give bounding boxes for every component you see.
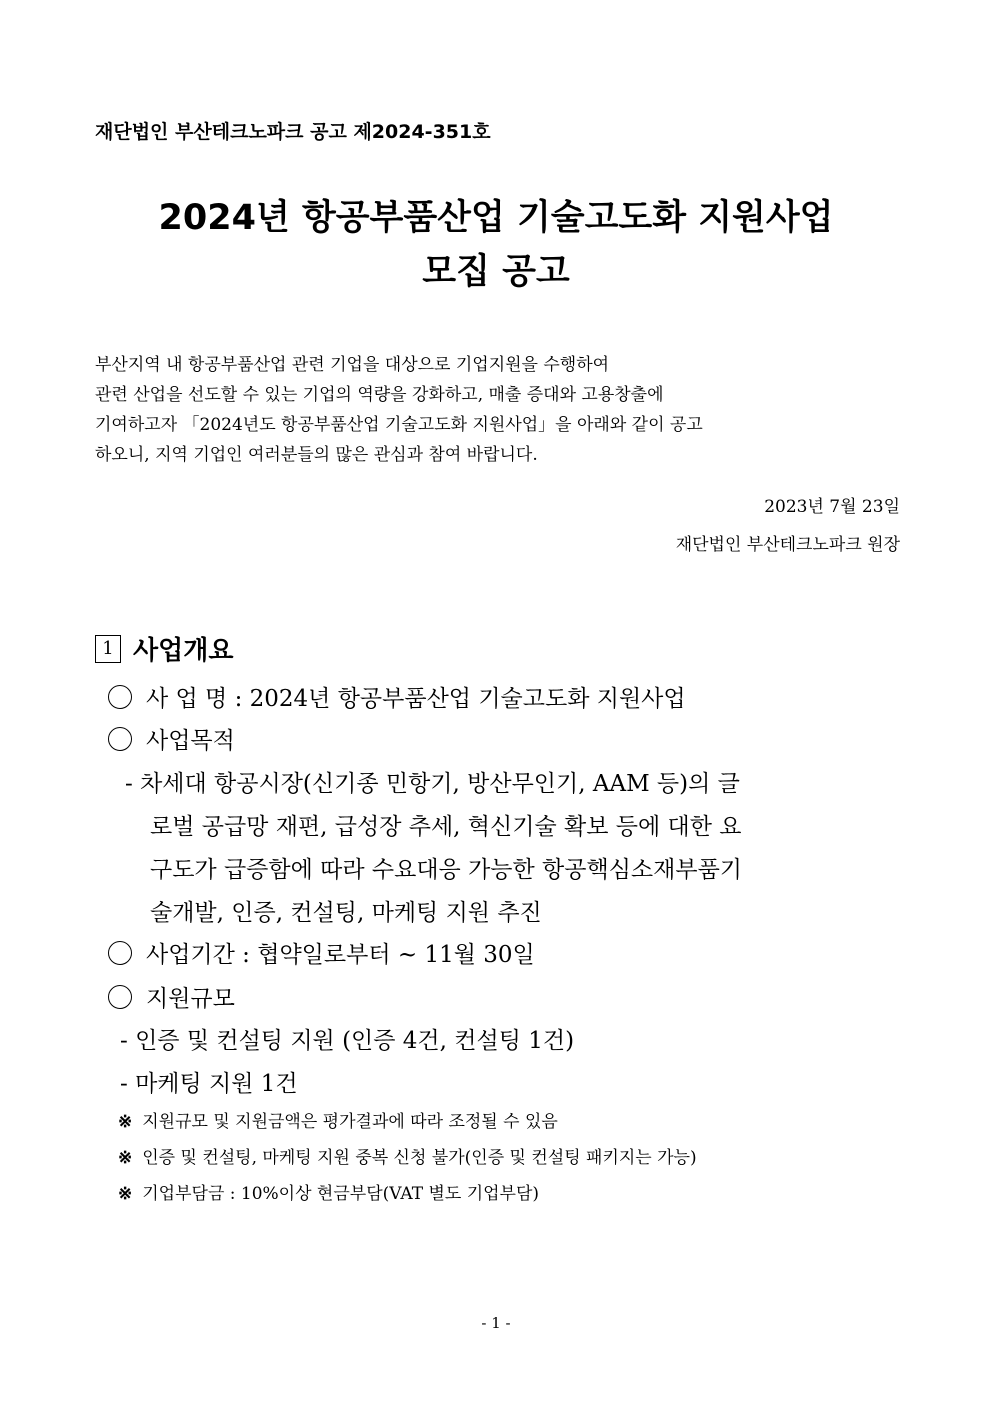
note-item — [118, 1143, 697, 1168]
page-number: - 1 - — [481, 1314, 511, 1332]
notice-number: 재단법인 부산테크노파크 공고 제2024-351호 — [95, 121, 491, 143]
item-text: 사업기간 : 협약일로부터 ~ 11월 30일 — [146, 942, 535, 968]
note-mark: ※ — [118, 1148, 133, 1168]
note-mark: ※ — [118, 1184, 133, 1204]
note-item — [118, 1179, 539, 1204]
notice-date: 2023년 7월 23일 — [764, 497, 900, 517]
item-period — [108, 936, 535, 969]
note-text: 인증 및 컨설팅, 마케팅 지원 중복 신청 불가(인증 및 컨설팅 패키지는 가능) — [142, 1148, 697, 1168]
signer: 재단법인 부산테크노파크 원장 — [675, 535, 900, 555]
circle-bullet-icon — [108, 985, 132, 1009]
intro-line: 하오니, 지역 기업인 여러분들의 많은 관심과 참여 바랍니다. — [95, 445, 538, 465]
page-title-line1: 2024년 항공부품산업 기술고도화 지원사업 — [158, 198, 834, 238]
note-text: 기업부담금 : 10%이상 현금부담(VAT 별도 기업부담) — [142, 1184, 540, 1204]
scale-line: - 인증 및 컨설팅 지원 (인증 4건, 컨설팅 1건) — [120, 1028, 575, 1054]
intro-line: 기여하고자 「2024년도 항공부품산업 기술고도화 지원사업」을 아래와 같이 공고 — [95, 415, 703, 435]
item-text: 사업목적 — [146, 728, 235, 754]
intro-line: 관련 산업을 선도할 수 있는 기업의 역량을 강화하고, 매출 증대와 고용창출에 — [95, 385, 664, 405]
intro-line: 부산지역 내 항공부품산업 관련 기업을 대상으로 기업지원을 수행하여 — [95, 355, 610, 375]
note-item — [118, 1107, 558, 1132]
circle-bullet-icon — [108, 941, 132, 965]
note-mark: ※ — [118, 1112, 133, 1132]
page-title-line2: 모집 공고 — [422, 252, 570, 292]
item-scale — [108, 980, 235, 1013]
circle-bullet-icon — [108, 685, 132, 709]
scale-line: - 마케팅 지원 1건 — [120, 1071, 298, 1097]
section-title: 사업개요 — [133, 636, 234, 666]
purpose-line: 로벌 공급망 재편, 급성장 추세, 혁신기술 확보 등에 대한 요 — [150, 814, 742, 840]
note-text: 지원규모 및 지원금액은 평가결과에 따라 조정될 수 있음 — [142, 1112, 558, 1132]
purpose-line: - 차세대 항공시장(신기종 민항기, 방산무인기, AAM 등)의 글 — [125, 771, 740, 797]
item-text: 지원규모 — [146, 986, 235, 1012]
purpose-line: 술개발, 인증, 컨설팅, 마케팅 지원 추진 — [150, 900, 542, 926]
section-number-box: 1 — [95, 635, 121, 663]
item-project-name — [108, 680, 686, 713]
section-heading — [95, 630, 233, 667]
item-purpose — [108, 722, 235, 755]
item-text: 사 업 명 : 2024년 항공부품산업 기술고도화 지원사업 — [146, 686, 686, 712]
purpose-line: 구도가 급증함에 따라 수요대응 가능한 항공핵심소재부품기 — [150, 857, 743, 883]
circle-bullet-icon — [108, 727, 132, 751]
